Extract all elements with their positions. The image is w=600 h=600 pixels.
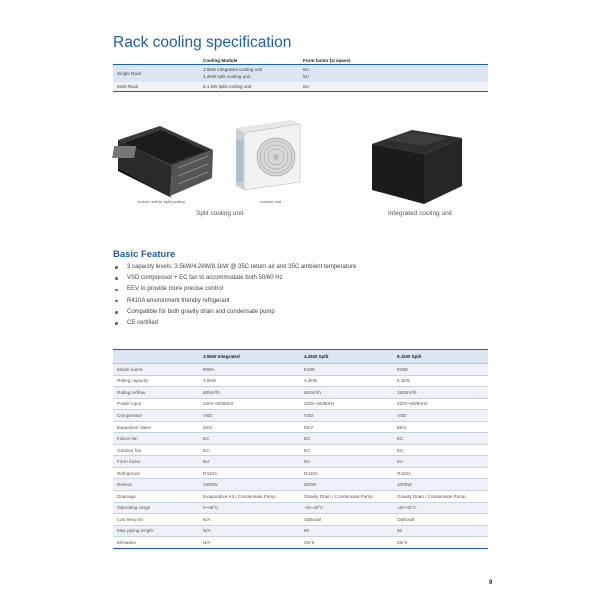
row-label: Rating capacity — [113, 375, 203, 387]
cell-value: R410A — [304, 467, 397, 479]
cell-value: 8.1kW — [397, 375, 488, 387]
table-row — [113, 525, 488, 537]
spec-module — [203, 65, 303, 83]
cell-value: 3.5kW — [203, 375, 304, 387]
cell-value: N/A — [203, 514, 304, 526]
row-label: Drainage — [113, 491, 203, 503]
table-row — [113, 433, 488, 445]
cell-value: 0~40°C — [203, 502, 304, 514]
list-item: EEV to provide more precise control — [113, 284, 356, 295]
cell-value: VSD — [203, 410, 304, 422]
cell-value: Gravity Drain / Condensate Pump — [304, 491, 397, 503]
cell-value: 1000W — [203, 479, 304, 491]
spec-header-module: Cooling Module — [203, 56, 303, 65]
page-number: 9 — [489, 580, 493, 586]
row-label: Indoor fan — [113, 433, 203, 445]
row-label: Elevation — [113, 537, 203, 549]
list-item: CE certified — [113, 318, 356, 329]
table-row — [113, 456, 488, 468]
table-row — [113, 444, 488, 456]
spec-module: 8.1 kW split cooling unit — [203, 82, 303, 92]
spec-form: 8U — [303, 82, 488, 92]
cell-value: VSD — [397, 410, 488, 422]
spec-label: Single Rack — [113, 65, 203, 83]
list-item: VSD compressor + EC fan to accommodate both 50/60 Hz — [113, 273, 356, 284]
cell-value: EEV — [203, 421, 304, 433]
row-label: Power input — [113, 398, 203, 410]
cell-value: EEV — [304, 421, 397, 433]
row-label: Form factor — [113, 456, 203, 468]
cell-value: EC — [203, 444, 304, 456]
product-images — [0, 0, 600, 230]
spec-header-blank — [113, 56, 203, 65]
cell-value: EC — [203, 433, 304, 445]
integrated-unit-image — [372, 130, 462, 204]
row-label: Low temp kit — [113, 514, 203, 526]
row-label: Outdoor fan — [113, 444, 203, 456]
model-header-integrated: 3.5kW Integrated — [203, 350, 304, 364]
outdoor-unit-caption: outdoor unit — [260, 199, 282, 204]
spec-form-line: 6U — [303, 67, 309, 72]
cell-value: 25/-5 — [397, 537, 488, 549]
cell-value: Evaporative Kit / Condensate Pump — [203, 491, 304, 503]
table-row — [113, 387, 488, 399]
spec-header-form: Form factor (U space) — [303, 56, 488, 65]
table-row — [113, 364, 488, 376]
cell-value: 500W — [304, 479, 397, 491]
spec-form-line: 5U — [303, 73, 309, 79]
row-label: Expansion Valve — [113, 421, 203, 433]
cell-value: 8U — [397, 456, 488, 468]
list-item: Compatible for both gravity drain and condensate pump — [113, 307, 356, 318]
table-row — [113, 82, 488, 92]
spec-module-line: 4.2kW split cooling unit — [203, 73, 250, 79]
table-row — [113, 502, 488, 514]
cell-value: 220V~50/60Hz — [304, 398, 397, 410]
cell-value: 25/-5 — [304, 537, 397, 549]
row-label: Refrigerant — [113, 467, 203, 479]
table-row — [113, 491, 488, 503]
spec-module-line: 3.5kW integrated cooling unit — [203, 67, 263, 72]
cell-value: 600m³/h — [203, 387, 304, 399]
page-title: Rack cooling specification — [113, 34, 292, 51]
row-label: Reheat — [113, 479, 203, 491]
cell-value: E80E — [397, 364, 488, 376]
row-label: Max piping length — [113, 525, 203, 537]
spec-label: Multi Rack — [113, 82, 203, 92]
cell-value: R410A — [397, 467, 488, 479]
cell-value: 5U — [304, 456, 397, 468]
table-row — [113, 479, 488, 491]
feature-list — [113, 262, 356, 329]
cell-value: -40~40°C — [397, 502, 488, 514]
indoor-unit-image — [112, 126, 213, 198]
cell-value: R410A — [203, 467, 304, 479]
indoor-unit-caption: Indoor unit for split cooling — [138, 199, 185, 204]
cell-value: EC — [304, 444, 397, 456]
cell-value: 60 — [397, 525, 488, 537]
outdoor-unit-image — [236, 120, 300, 190]
table-row — [113, 514, 488, 526]
cell-value: EC — [304, 433, 397, 445]
row-label: Compressor — [113, 410, 203, 422]
cell-value: 220V~50/60Hz — [203, 398, 304, 410]
cell-value: N/A — [203, 525, 304, 537]
list-item: 3 capacity levels: 3.5kW/4.2kW/8.1kW @ 35C return air and 35C ambient temperature — [113, 262, 356, 273]
cell-value: R60A — [203, 364, 304, 376]
model-spec-table — [113, 349, 488, 549]
model-header-split-42: 4.2kW Split — [304, 350, 397, 364]
table-row — [113, 65, 488, 83]
table-row — [113, 375, 488, 387]
cell-value: 60 — [304, 525, 397, 537]
table-row — [113, 421, 488, 433]
cell-value: 220V~50/60Hz — [397, 398, 488, 410]
cooling-spec-table — [113, 56, 488, 92]
cell-value: N/A — [203, 537, 304, 549]
cell-value: 1000W — [397, 479, 488, 491]
model-header-blank — [113, 350, 203, 364]
cell-value: 4.2kW — [304, 375, 397, 387]
table-row — [113, 410, 488, 422]
cell-value: Optional — [397, 514, 488, 526]
cell-value: EC — [397, 444, 488, 456]
table-row — [113, 467, 488, 479]
table-row — [113, 398, 488, 410]
cell-value: Gravity Drain / Condensate Pump — [397, 491, 488, 503]
cell-value: Optional — [304, 514, 397, 526]
cell-value: EEV — [397, 421, 488, 433]
row-label: Model name — [113, 364, 203, 376]
list-item: R410A environment friendly refrigerant — [113, 296, 356, 307]
spec-form — [303, 65, 488, 83]
cell-value: EC — [397, 433, 488, 445]
cell-value: E40E — [304, 364, 397, 376]
cell-value: 6U — [203, 456, 304, 468]
row-label: Rating Airflow — [113, 387, 203, 399]
cell-value: 650m³/h — [304, 387, 397, 399]
model-header-split-81: 8.1kW Split — [397, 350, 488, 364]
row-label: Operating range — [113, 502, 203, 514]
cell-value: 1500m³/h — [397, 387, 488, 399]
table-row — [113, 537, 488, 549]
cell-value: -40~40°C — [304, 502, 397, 514]
cell-value: VSD — [304, 410, 397, 422]
integrated-cooling-caption: Integrated cooling unit — [388, 210, 452, 217]
basic-feature-heading: Basic Feature — [113, 249, 176, 260]
split-cooling-caption: Split cooling unit — [196, 210, 244, 217]
